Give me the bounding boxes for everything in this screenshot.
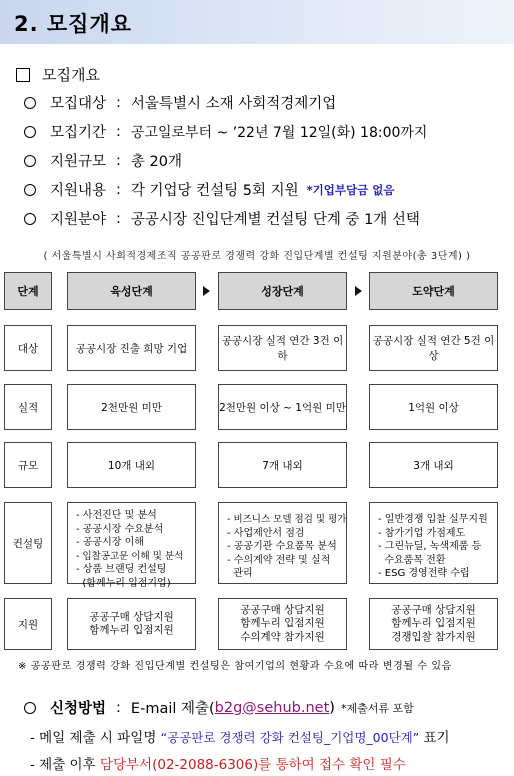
list-item: - 상품 브랜딩 컨설팅 xyxy=(76,564,167,575)
cell-line: 수의계약 참가지원 xyxy=(240,630,325,643)
overview-item xyxy=(24,92,336,113)
item-separator: : xyxy=(116,210,121,227)
list-item: - 참가기업 가점제도 xyxy=(378,527,466,539)
apply-note: *제출서류 포함 xyxy=(340,701,414,715)
item-separator: : xyxy=(116,94,121,111)
table-cell-list xyxy=(369,502,498,584)
row-label: 컨설팅 xyxy=(4,502,52,584)
table-cell-list xyxy=(67,502,196,589)
note-highlight: “공공판로 경쟁력 강화 컨설팅_기업명_00단계” xyxy=(160,730,420,745)
row-label: 대상 xyxy=(4,325,52,371)
list-item: - 수의계약 전략 및 실적 xyxy=(227,554,331,566)
cell-line: 함께누리 입점지원 xyxy=(240,617,325,630)
table-corner: 단계 xyxy=(4,272,52,310)
item-label: 지원규모 xyxy=(50,154,107,170)
footnote: ※ 공공판로 경쟁력 강화 진입단계별 컨설팅은 참여기업의 현황과 수요에 따라 변경될 수 있음 xyxy=(18,661,452,672)
item-value: 공공시장 진입단계별 컨설팅 단계 중 1개 선택 xyxy=(130,212,420,228)
item-value: 서울특별시 소재 사회적경제기업 xyxy=(130,96,337,112)
list-item: - ESG 경영전략 수립 xyxy=(378,568,470,579)
list-item: - 일반경쟁 입찰 실무지원 xyxy=(378,514,488,525)
circle-bullet-icon xyxy=(24,126,36,138)
item-value: 총 20개 xyxy=(130,154,182,170)
note-prefix: - 제출 이후 xyxy=(30,757,100,773)
overview-item xyxy=(24,179,394,200)
note-prefix: - 메일 제출 시 파일명 xyxy=(30,730,161,746)
item-label: 모집기간 xyxy=(50,125,107,141)
square-bullet-icon xyxy=(16,68,30,82)
list-item: - 공공시장 수요분석 xyxy=(76,523,164,535)
list-item: - 입찰공고문 이해 및 분석 xyxy=(76,550,184,562)
item-label: 모집대상 xyxy=(50,96,107,112)
cell-line: 함께누리 입점지원 xyxy=(89,624,174,636)
list-item: - 공공시장 이해 xyxy=(76,537,144,548)
cell-line: 공공구매 상담지원 xyxy=(240,603,325,616)
list-item: - 사업제안서 점검 xyxy=(227,527,305,539)
note-highlight: 담당부서(02-2088-6306)를 통하여 접수 확인 필수 xyxy=(99,757,406,773)
section-header xyxy=(0,0,514,44)
row-label: 실적 xyxy=(4,384,52,430)
item-separator: : xyxy=(116,123,121,140)
list-item: - 공공기관 수요품목 분석 xyxy=(227,541,337,552)
overview-item xyxy=(24,121,427,142)
table-cell xyxy=(67,598,196,650)
table-caption: ( 서울특별시 사회적경제조직 공공판로 경쟁력 강화 진입단계별 컨설팅 지원분야(총 3단계) ) xyxy=(43,251,471,262)
table-cell xyxy=(369,598,498,650)
item-label: 지원내용 xyxy=(50,183,107,199)
overview-item xyxy=(24,208,420,229)
list-item: - 사전진단 및 분석 xyxy=(76,510,157,521)
item-label: 지원분야 xyxy=(50,212,107,228)
item-note: *기업부담금 없음 xyxy=(306,182,395,197)
circle-bullet-icon xyxy=(24,97,36,109)
item-value: 공고일로부터 ~ ’22년 7월 12일(화) 18:00까지 xyxy=(130,124,428,141)
table-cell: 2천만원 이상 ~ 1억원 미만 xyxy=(218,384,347,430)
stage-header: 성장단계 xyxy=(218,272,347,310)
stage-header: 도약단계 xyxy=(369,272,498,310)
cell-line: 경쟁입찰 참가지원 xyxy=(391,630,476,643)
list-item: - 비즈니스 모델 점검 및 평가 xyxy=(227,514,347,525)
item-value: 각 기업당 컨설팅 5회 지원 xyxy=(130,183,299,199)
item-separator: : xyxy=(116,152,121,169)
apply-label: 신청방법 xyxy=(50,701,107,717)
item-separator: : xyxy=(116,181,121,198)
table-cell-list xyxy=(218,502,347,584)
circle-bullet-icon xyxy=(24,213,36,225)
apply-method xyxy=(24,697,414,718)
note-line xyxy=(30,726,450,746)
table-cell: 3개 내외 xyxy=(369,442,498,488)
list-item: - 그린뉴딜, 녹색제품 등 xyxy=(378,541,482,552)
arrow-right-icon xyxy=(355,286,362,296)
cell-line: 함께누리 입점지원 xyxy=(391,617,476,630)
table-cell xyxy=(218,598,347,650)
table-cell: 공공시장 진출 희망 기업 xyxy=(67,325,196,371)
stage-header: 육성단계 xyxy=(67,272,196,310)
email-link[interactable]: b2g@sehub.net xyxy=(214,699,330,716)
list-item: 관리 xyxy=(227,568,253,579)
apply-suffix: ) xyxy=(329,699,335,716)
note-suffix: 표기 xyxy=(419,730,450,746)
table-cell: 공공시장 실적 연간 3건 이하 xyxy=(218,325,347,371)
cell-line: 공공구매 상담지원 xyxy=(89,610,174,623)
row-label: 지원 xyxy=(4,598,52,650)
note-line xyxy=(30,753,406,773)
page-title: 2. 모집개요 xyxy=(14,12,133,36)
cell-line: 공공구매 상담지원 xyxy=(391,603,476,616)
row-label: 규모 xyxy=(4,442,52,488)
table-cell: 1억원 이상 xyxy=(369,384,498,430)
circle-bullet-icon xyxy=(24,155,36,167)
arrow-right-icon xyxy=(203,286,210,296)
circle-bullet-icon xyxy=(24,702,36,714)
table-cell: 7개 내외 xyxy=(218,442,347,488)
list-item: 수요품목 전환 xyxy=(378,554,446,566)
subsection-title xyxy=(16,64,100,85)
apply-prefix: E-mail 제출( xyxy=(130,701,215,717)
overview-item xyxy=(24,150,182,171)
table-cell: 10개 내외 xyxy=(67,442,196,488)
item-separator: : xyxy=(116,699,121,716)
subsection-title-text: 모집개요 xyxy=(42,66,100,84)
list-item: (함께누리 입점기업) xyxy=(76,577,171,589)
table-cell: 2천만원 미만 xyxy=(67,384,196,430)
circle-bullet-icon xyxy=(24,184,36,196)
table-cell: 공공시장 실적 연간 5건 이상 xyxy=(369,325,498,371)
